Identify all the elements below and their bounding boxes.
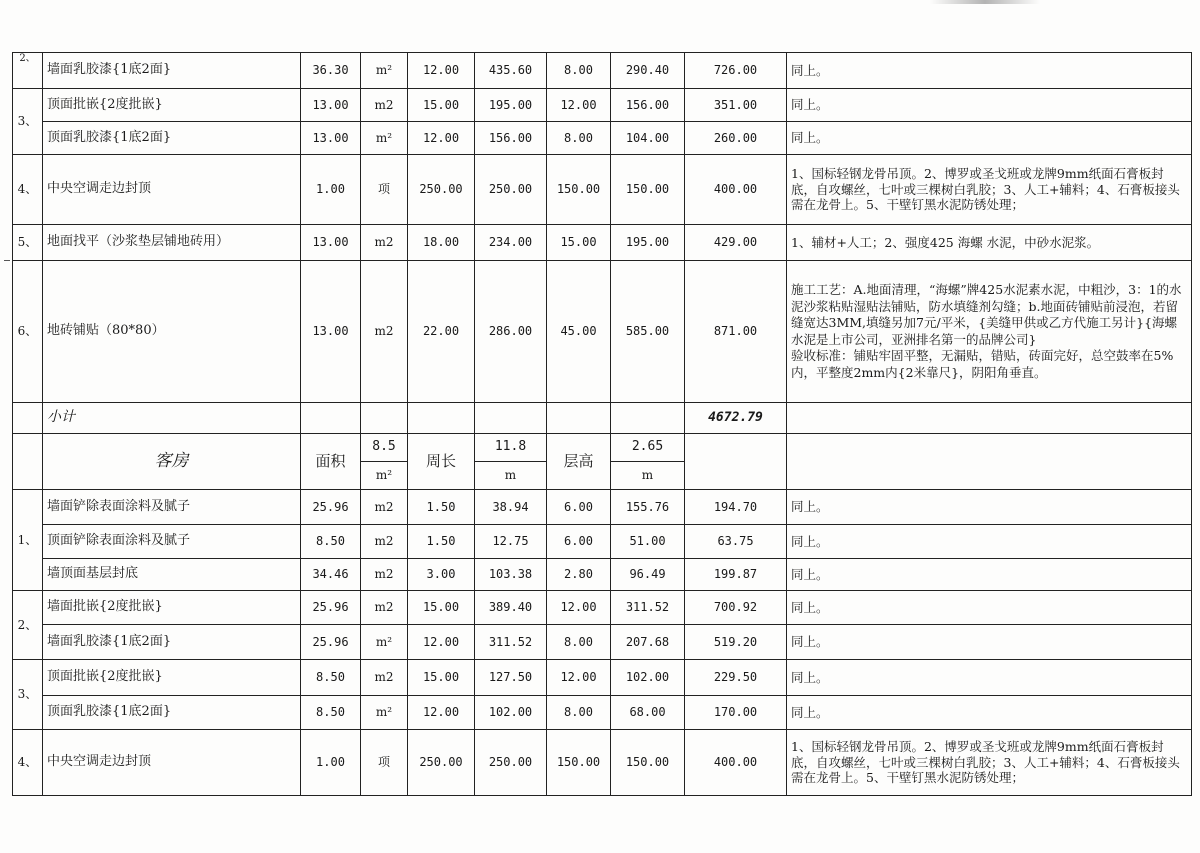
total-cell: 871.00 (685, 261, 787, 403)
unit-cell: m2 (361, 559, 408, 591)
empty-cell (361, 403, 408, 434)
area-cell: 36.30 (301, 53, 361, 89)
area-value: 8.5 (361, 434, 408, 462)
table-row (13, 155, 1192, 225)
item-name: 中央空调走边封顶 (43, 155, 301, 225)
note-cell: 同上。 (787, 696, 1192, 730)
total-cell: 400.00 (685, 155, 787, 225)
total-cell: 260.00 (685, 122, 787, 155)
area-cell: 8.50 (301, 696, 361, 730)
table-row (13, 625, 1192, 660)
total-cell: 700.92 (685, 591, 787, 625)
unit-cell: m2 (361, 89, 408, 122)
table-row (13, 53, 1192, 89)
table-row (13, 730, 1192, 796)
note-cell: 同上。 (787, 591, 1192, 625)
amount2-cell: 68.00 (611, 696, 685, 730)
empty-cell (787, 434, 1192, 490)
price1-cell: 250.00 (408, 730, 475, 796)
total-cell: 400.00 (685, 730, 787, 796)
price2-cell: 12.00 (547, 591, 611, 625)
item-name: 顶面乳胶漆{1底2面} (43, 122, 301, 155)
price1-cell: 12.00 (408, 625, 475, 660)
area-cell: 13.00 (301, 89, 361, 122)
unit-cell: m² (361, 696, 408, 730)
amount1-cell: 156.00 (475, 122, 547, 155)
empty-cell (13, 434, 43, 490)
total-cell: 63.75 (685, 525, 787, 559)
amount1-cell: 38.94 (475, 490, 547, 525)
empty-cell (475, 403, 547, 434)
unit-cell: m² (361, 53, 408, 89)
item-name: 墙面乳胶漆{1底2面} (43, 625, 301, 660)
item-name: 墙面铲除表面涂料及腻子 (43, 490, 301, 525)
row-index: 6、 (13, 261, 43, 403)
item-name: 地砖铺贴（80*80） (43, 261, 301, 403)
area-cell: 13.00 (301, 261, 361, 403)
amount2-cell: 290.40 (611, 53, 685, 89)
note-cell: 同上。 (787, 625, 1192, 660)
unit-cell: 项 (361, 730, 408, 796)
area-cell: 13.00 (301, 225, 361, 261)
amount1-cell: 250.00 (475, 155, 547, 225)
area-cell: 8.50 (301, 525, 361, 559)
table-row (13, 261, 1192, 403)
item-name: 中央空调走边封顶 (43, 730, 301, 796)
amount2-cell: 207.68 (611, 625, 685, 660)
amount2-cell: 155.76 (611, 490, 685, 525)
item-name: 地面找平（沙浆垫层铺地砖用） (43, 225, 301, 261)
table-row (13, 660, 1192, 696)
area-unit: m² (361, 462, 408, 490)
row-index: 5、 (13, 225, 43, 261)
total-cell: 199.87 (685, 559, 787, 591)
note-cell: 施工工艺：A.地面清理，“海螺”牌425水泥素水泥，中粗沙，3：1的水泥沙浆粘贴湿贴法铺贴，防水填缝剂勾缝；b.地面砖铺贴前浸泡，若留缝宽达3MM,填缝另加7元/平米，{美缝甲供或乙方代施工另计}{海螺水泥是上市公司，亚洲排名第一的品牌公司} 验收标准：铺贴牢固平整，无漏贴，错贴，砖面完好，总空鼓率在5%内，平整度2mm内{2米靠尺}，阴阳角垂直。 (787, 261, 1192, 403)
table-row (13, 490, 1192, 525)
note-cell: 1、辅材+人工；2、强度425 海螺 水泥，中砂水泥浆。 (787, 225, 1192, 261)
note-cell: 同上。 (787, 525, 1192, 559)
amount1-cell: 102.00 (475, 696, 547, 730)
subtotal-row (13, 403, 1192, 434)
amount2-cell: 104.00 (611, 122, 685, 155)
amount1-cell: 435.60 (475, 53, 547, 89)
amount1-cell: 389.40 (475, 591, 547, 625)
empty-cell (787, 403, 1192, 434)
room-header-row (13, 434, 1192, 462)
price1-cell: 1.50 (408, 525, 475, 559)
note-cell: 同上。 (787, 490, 1192, 525)
area-cell: 1.00 (301, 730, 361, 796)
note-cell: 同上。 (787, 53, 1192, 89)
price2-cell: 6.00 (547, 490, 611, 525)
empty-cell (408, 403, 475, 434)
unit-cell: m2 (361, 225, 408, 261)
amount1-cell: 311.52 (475, 625, 547, 660)
scan-edge-mark (4, 260, 10, 261)
price2-cell: 12.00 (547, 660, 611, 696)
amount2-cell: 156.00 (611, 89, 685, 122)
total-cell: 194.70 (685, 490, 787, 525)
total-cell: 429.00 (685, 225, 787, 261)
area-cell: 13.00 (301, 122, 361, 155)
note-cell: 同上。 (787, 559, 1192, 591)
empty-cell (685, 434, 787, 490)
price2-cell: 8.00 (547, 53, 611, 89)
amount1-cell: 103.38 (475, 559, 547, 591)
amount2-cell: 585.00 (611, 261, 685, 403)
subtotal-label: 小计 (43, 403, 301, 434)
unit-cell: m2 (361, 660, 408, 696)
price1-cell: 18.00 (408, 225, 475, 261)
amount1-cell: 286.00 (475, 261, 547, 403)
price1-cell: 15.00 (408, 660, 475, 696)
price1-cell: 15.00 (408, 89, 475, 122)
table-row (13, 696, 1192, 730)
amount1-cell: 12.75 (475, 525, 547, 559)
amount2-cell: 96.49 (611, 559, 685, 591)
total-cell: 351.00 (685, 89, 787, 122)
amount2-cell: 102.00 (611, 660, 685, 696)
price2-cell: 8.00 (547, 696, 611, 730)
area-label: 面积 (301, 434, 361, 490)
price1-cell: 15.00 (408, 591, 475, 625)
price1-cell: 250.00 (408, 155, 475, 225)
perimeter-label: 周长 (408, 434, 475, 490)
note-cell: 1、国标轻钢龙骨吊顶。2、博罗或圣戈班或龙牌9mm纸面石膏板封底，自攻螺丝，七叶或三棵树白乳胶；3、人工+辅料；4、石膏板接头需在龙骨上。5、干壁钉黑水泥防锈处理； (787, 155, 1192, 225)
amount1-cell: 250.00 (475, 730, 547, 796)
item-name: 顶面批嵌{2度批嵌} (43, 660, 301, 696)
room-title: 客房 (43, 434, 301, 490)
amount2-cell: 51.00 (611, 525, 685, 559)
amount1-cell: 234.00 (475, 225, 547, 261)
unit-cell: m2 (361, 591, 408, 625)
price1-cell: 1.50 (408, 490, 475, 525)
price1-cell: 12.00 (408, 122, 475, 155)
empty-cell (301, 403, 361, 434)
empty-cell (547, 403, 611, 434)
amount2-cell: 150.00 (611, 730, 685, 796)
item-name: 墙面批嵌{2度批嵌} (43, 591, 301, 625)
table-row (13, 559, 1192, 591)
unit-cell: m² (361, 625, 408, 660)
price1-cell: 22.00 (408, 261, 475, 403)
price2-cell: 150.00 (547, 730, 611, 796)
row-index: 2、 (13, 591, 43, 660)
area-cell: 25.96 (301, 490, 361, 525)
area-cell: 1.00 (301, 155, 361, 225)
area-cell: 25.96 (301, 591, 361, 625)
price1-cell: 3.00 (408, 559, 475, 591)
unit-cell: m² (361, 122, 408, 155)
row-index: 4、 (13, 155, 43, 225)
amount2-cell: 150.00 (611, 155, 685, 225)
note-cell: 1、国标轻钢龙骨吊顶。2、博罗或圣戈班或龙牌9mm纸面石膏板封底，自攻螺丝，七叶或三棵树白乳胶；3、人工+辅料；4、石膏板接头需在龙骨上。5、干壁钉黑水泥防锈处理； (787, 730, 1192, 796)
row-index: 3、 (13, 660, 43, 730)
amount2-cell: 311.52 (611, 591, 685, 625)
height-label: 层高 (547, 434, 611, 490)
price2-cell: 150.00 (547, 155, 611, 225)
unit-cell: m2 (361, 261, 408, 403)
total-cell: 229.50 (685, 660, 787, 696)
item-name: 墙面乳胶漆{1底2面} (43, 53, 301, 89)
price2-cell: 12.00 (547, 89, 611, 122)
item-name: 顶面批嵌{2度批嵌} (43, 89, 301, 122)
price2-cell: 2.80 (547, 559, 611, 591)
table-row (13, 525, 1192, 559)
subtotal-value: 4672.79 (685, 403, 787, 434)
item-name: 顶面乳胶漆{1底2面} (43, 696, 301, 730)
area-cell: 34.46 (301, 559, 361, 591)
perimeter-unit: m (475, 462, 547, 490)
amount1-cell: 195.00 (475, 89, 547, 122)
amount2-cell: 195.00 (611, 225, 685, 261)
price1-cell: 12.00 (408, 696, 475, 730)
total-cell: 170.00 (685, 696, 787, 730)
price1-cell: 12.00 (408, 53, 475, 89)
row-index: 3、 (13, 89, 43, 155)
table-row (13, 225, 1192, 261)
height-value: 2.65 (611, 434, 685, 462)
unit-cell: m2 (361, 490, 408, 525)
price2-cell: 6.00 (547, 525, 611, 559)
price2-cell: 45.00 (547, 261, 611, 403)
item-name: 顶面铲除表面涂料及腻子 (43, 525, 301, 559)
total-cell: 726.00 (685, 53, 787, 89)
row-index: 1、 (13, 490, 43, 591)
area-cell: 8.50 (301, 660, 361, 696)
amount1-cell: 127.50 (475, 660, 547, 696)
empty-cell (13, 403, 43, 434)
height-unit: m (611, 462, 685, 490)
quotation-table (12, 52, 1192, 796)
note-cell: 同上。 (787, 89, 1192, 122)
unit-cell: 项 (361, 155, 408, 225)
note-cell: 同上。 (787, 660, 1192, 696)
area-cell: 25.96 (301, 625, 361, 660)
table-row (13, 122, 1192, 155)
price2-cell: 8.00 (547, 122, 611, 155)
row-index: 2、 (13, 53, 43, 89)
table-row (13, 89, 1192, 122)
item-name: 墙顶面基层封底 (43, 559, 301, 591)
row-index: 4、 (13, 730, 43, 796)
total-cell: 519.20 (685, 625, 787, 660)
unit-cell: m2 (361, 525, 408, 559)
note-cell: 同上。 (787, 122, 1192, 155)
price2-cell: 8.00 (547, 625, 611, 660)
price2-cell: 15.00 (547, 225, 611, 261)
scan-edge-shadow (930, 0, 1040, 4)
empty-cell (611, 403, 685, 434)
perimeter-value: 11.8 (475, 434, 547, 462)
table-row (13, 591, 1192, 625)
